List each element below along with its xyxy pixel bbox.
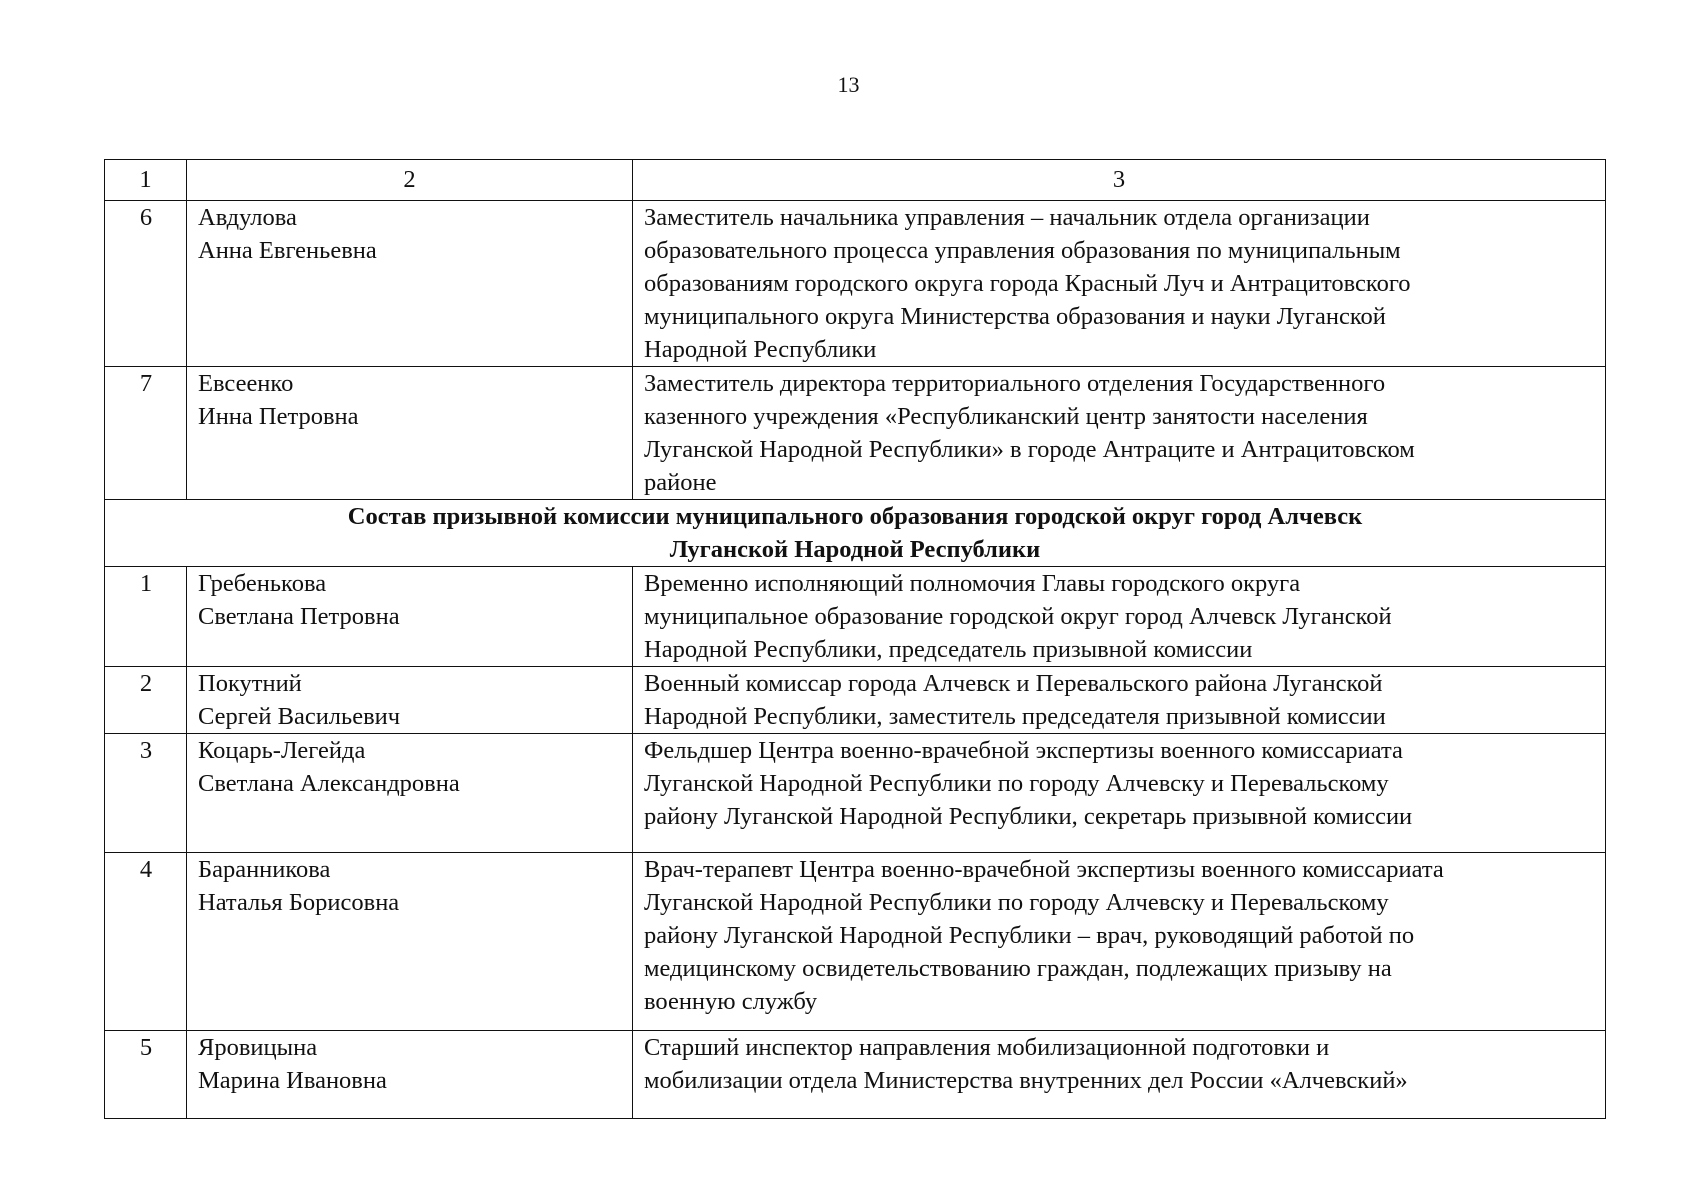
table-row — [105, 734, 1606, 853]
section-title-line-2: Луганской Народной Республики — [669, 536, 1041, 563]
column-number-1: 1 — [105, 160, 187, 201]
position-line: муниципального округа Министерства образования и науки Луганской — [644, 303, 1386, 330]
position-line: Военный комиссар города Алчевск и Перевальского района Луганской — [644, 670, 1383, 697]
row-number: 6 — [105, 201, 187, 367]
position-line: Луганской Народной Республики по городу Алчевску и Перевальскому — [644, 889, 1389, 916]
position-line: образованиям городского округа города Красный Луч и Антрацитовского — [644, 270, 1411, 297]
person-surname: Покутний — [198, 670, 302, 697]
column-number-3: 3 — [633, 160, 1606, 201]
person-given-name: Наталья Борисовна — [198, 889, 400, 916]
position-line: Народной Республики, председатель призывной комиссии — [644, 636, 1253, 663]
column-number-2: 2 — [187, 160, 633, 201]
commission-table — [104, 159, 1606, 1119]
person-surname: Авдулова — [198, 204, 297, 231]
section-heading — [105, 500, 1606, 567]
row-number: 5 — [105, 1031, 187, 1119]
person-given-name: Анна Евгеньевна — [198, 237, 377, 264]
position-line: Врач-терапевт Центра военно-врачебной экспертизы военного комиссариата — [644, 856, 1444, 883]
person-position — [633, 853, 1606, 1031]
section-title-line-1: Состав призывной комиссии муниципального образования городской округ город Алчевск — [347, 503, 1363, 530]
row-number: 7 — [105, 367, 187, 500]
position-line: образовательного процесса управления образования по муниципальным — [644, 237, 1401, 264]
row-number: 4 — [105, 853, 187, 1031]
table-header-row — [105, 160, 1606, 201]
person-surname: Гребенькова — [198, 570, 327, 597]
person-surname: Евсеенко — [198, 370, 294, 397]
position-line: Заместитель начальника управления – начальник отдела организации — [644, 204, 1370, 231]
position-line: Народной Республики — [644, 336, 877, 363]
position-line: Старший инспектор направления мобилизационной подготовки и — [644, 1034, 1330, 1061]
person-name — [187, 367, 633, 500]
person-position — [633, 734, 1606, 853]
position-line: военную службу — [644, 988, 818, 1015]
person-given-name: Инна Петровна — [198, 403, 359, 430]
position-line: Народной Республики, заместитель председателя призывной комиссии — [644, 703, 1386, 730]
page-number: 13 — [837, 72, 860, 97]
row-number: 3 — [105, 734, 187, 853]
table-row — [105, 1031, 1606, 1119]
person-surname: Яровицына — [198, 1034, 318, 1061]
person-given-name: Светлана Петровна — [198, 603, 400, 630]
position-line: мобилизации отдела Министерства внутренних дел России «Алчевский» — [644, 1067, 1408, 1094]
person-name — [187, 201, 633, 367]
person-position — [633, 567, 1606, 667]
position-line: районе — [644, 469, 717, 496]
row-number: 1 — [105, 567, 187, 667]
position-line: Фельдшер Центра военно-врачебной экспертизы военного комиссариата — [644, 737, 1403, 764]
position-line: району Луганской Народной Республики, секретарь призывной комиссии — [644, 803, 1413, 830]
table-row — [105, 367, 1606, 500]
position-line: медицинскому освидетельствованию граждан, подлежащих призыву на — [644, 955, 1392, 982]
table-row — [105, 667, 1606, 734]
section-heading-row — [105, 500, 1606, 567]
person-position — [633, 1031, 1606, 1119]
position-line: муниципальное образование городской округ город Алчевск Луганской — [644, 603, 1392, 630]
person-name — [187, 567, 633, 667]
person-name — [187, 667, 633, 734]
person-surname: Баранникова — [198, 856, 331, 883]
table-row — [105, 567, 1606, 667]
person-position — [633, 667, 1606, 734]
position-line: району Луганской Народной Республики – врач, руководящий работой по — [644, 922, 1415, 949]
person-position — [633, 367, 1606, 500]
person-name — [187, 853, 633, 1031]
position-line: Заместитель директора территориального отделения Государственного — [644, 370, 1386, 397]
position-line: Луганской Народной Республики» в городе Антраците и Антрацитовском — [644, 436, 1415, 463]
position-line: казенного учреждения «Республиканский центр занятости населения — [644, 403, 1368, 430]
person-given-name: Сергей Васильевич — [198, 703, 401, 730]
person-name — [187, 1031, 633, 1119]
person-surname: Коцарь-Легейда — [198, 737, 366, 764]
person-name — [187, 734, 633, 853]
position-line: Луганской Народной Республики по городу Алчевску и Перевальскому — [644, 770, 1389, 797]
position-line: Временно исполняющий полномочия Главы городского округа — [644, 570, 1301, 597]
person-position — [633, 201, 1606, 367]
table-row — [105, 853, 1606, 1031]
person-given-name: Марина Ивановна — [198, 1067, 387, 1094]
row-number: 2 — [105, 667, 187, 734]
table-row — [105, 201, 1606, 367]
person-given-name: Светлана Александровна — [198, 770, 460, 797]
